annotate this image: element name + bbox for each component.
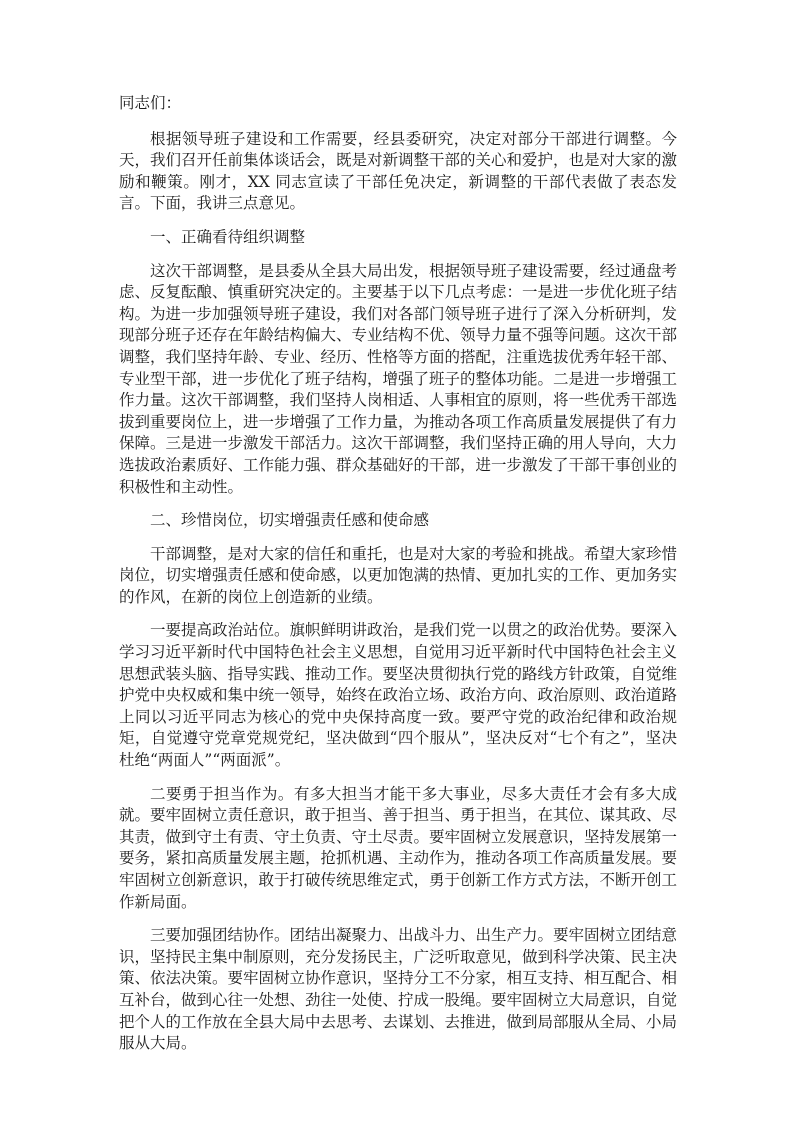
section-1-heading: 一、正确看待组织调整 <box>150 227 306 246</box>
section-2-paragraph: 三要加强团结协作。团结出凝聚力、出战斗力、出生产力。要牢固树立团结意识，坚持民主集中制原则，充分发扬民主，广泛听取意见，做到科学决策、民主决策、依法决策。要牢固树立协作意识，坚持分工不分家，相互支持、相互配合、相互补台，做到心往一处想、劲往一处使、拧成一股绳。要牢固树立大局意识，自觉把个人的工作放在全县大局中去思考、去谋划、去推进，做到局部服从全局、小局服从大局。 <box>119 926 678 1053</box>
section-2-paragraph: 一要提高政治站位。旗帜鲜明讲政治，是我们党一以贯之的政治优势。要深入学习习近平新时代中国特色社会主义思想，自觉用习近平新时代中国特色社会主义思想武装头脑、指导实践、推动工作。要坚决贯彻执行党的路线方针政策，自觉维护党中央权威和集中统一领导，始终在政治立场、政治方向、政治原则、政治道路上同以习近平同志为核心的党中央保持高度一致。要严守党的政治纪律和政治规矩，自觉遵守党章党规党纪，坚决做到“四个服从”，坚决反对“七个有之”，坚决杜绝“两面人”“两面派”。 <box>119 621 678 770</box>
section-2-paragraph: 二要勇于担当作为。有多大担当才能干多大事业，尽多大责任才会有多大成就。要牢固树立责任意识，敢于担当、善于担当、勇于担当，在其位、谋其政、尽其责，做到守土有责、守土负责、守土尽责。要牢固树立发展意识，坚持发展第一要务，紧扣高质量发展主题，抢抓机遇、主动作为，推动各项工作高质量发展。要牢固树立创新意识，敢于打破传统思维定式，勇于创新工作方式方法，不断开创工作新局面。 <box>119 784 678 911</box>
section-1-paragraph: 这次干部调整，是县委从全县大局出发，根据领导班子建设需要，经过通盘考虑、反复酝酿、慎重研究决定的。主要基于以下几点考虑：一是进一步优化班子结构。为进一步加强领导班子建设，我们对各部门领导班子进行了深入分析研判，发现部分班子还存在年龄结构偏大、专业结构不优、领导力量不强等问题。这次干部调整，我们坚持年龄、专业、经历、性格等方面的搭配，注重选拔优秀年轻干部、专业型干部，进一步优化了班子结构，增强了班子的整体功能。二是进一步增强工作力量。这次干部调整，我们坚持人岗相适、人事相宜的原则，将一些优秀干部选拔到重要岗位上，进一步增强了工作力量，为推动各项工作高质量发展提供了有力保障。三是进一步激发干部活力。这次干部调整，我们坚持正确的用人导向，大力选拔政治素质好、工作能力强、群众基础好的干部，进一步激发了干部干事创业的积极性和主动性。 <box>119 261 678 496</box>
intro-paragraph: 根据领导班子建设和工作需要，经县委研究，决定对部分干部进行调整。今天，我们召开任前集体谈话会，既是对新调整干部的关心和爱护，也是对大家的激励和鞭策。刚才，XX 同志宣读了干部任免决定，新调整的干部代表做了表态发言。下面，我讲三点意见。 <box>119 129 678 213</box>
salutation: 同志们： <box>119 94 182 112</box>
document-body <box>119 93 677 1067</box>
section-2-heading: 二、珍惜岗位，切实增强责任感和使命感 <box>150 511 430 530</box>
section-2-paragraph: 干部调整，是对大家的信任和重托，也是对大家的考验和挑战。希望大家珍惜岗位，切实增强责任感和使命感，以更加饱满的热情、更加扎实的工作、更加务实的作风，在新的岗位上创造新的业绩。 <box>119 544 678 606</box>
